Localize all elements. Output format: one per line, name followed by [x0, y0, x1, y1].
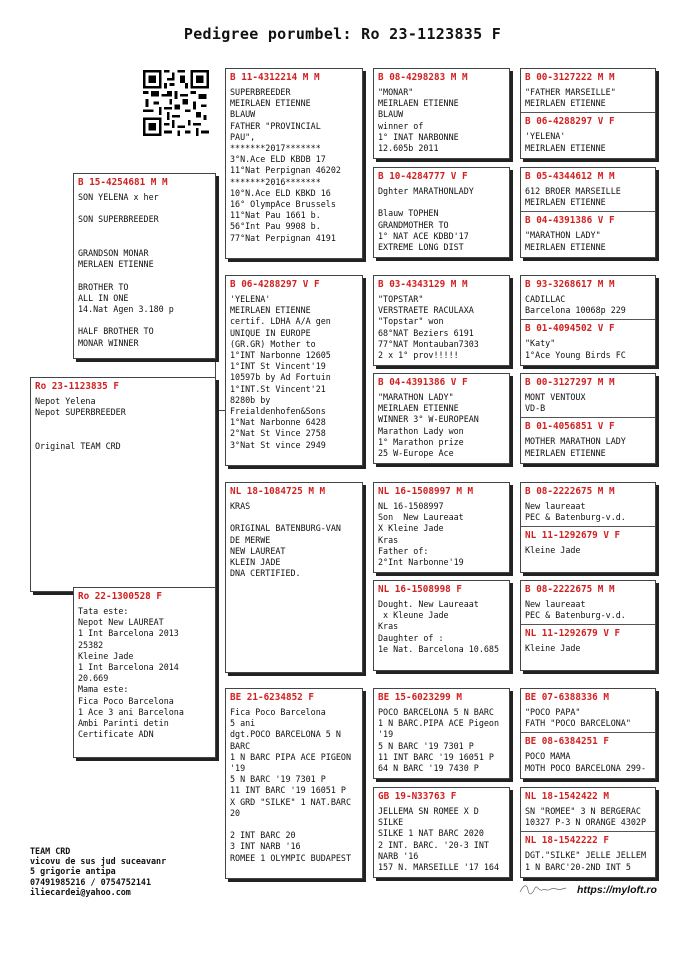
- pigeon-card-main: [30, 377, 216, 592]
- pigeon-notes: "MONAR" MEIRLAEN ETIENNE BLAUW winner of 1° INAT NARBONNE 12.605b 2011: [378, 87, 459, 154]
- pigeon-notes: MOTHER MARATHON LADY MEIRLAEN ETIENNE: [525, 436, 626, 458]
- pigeon-card-fm: [225, 275, 363, 466]
- ring-number: NL 18-1084725 M M: [230, 486, 326, 497]
- pigeon-notes: SUPERBREEDER MEIRLAEN ETIENNE BLAUW FATHER "PROVINCIAL PAU", *******2017******* 3°N.Ace ELD KBDB 17 11°Nat Perpignan 46202 *******2016******* 10°N.Ace ELD KBKD 16 16° OlympAce Brussels 11°Nat Pau 1661 b. 56°Int Pau 9908 b. 77°Nat Perpignan 4191: [230, 87, 341, 243]
- pigeon-card-mmf: [373, 688, 510, 779]
- pigeon-notes: Fica Poco Barcelona 5 ani dgt.POCO BARCELONA 5 N BARC 1 N BARC PIPA ACE PIGEON '19 5 N BARC '19 7301 P 11 INT BARC '19 16051 P X GRD "SILKE" 1 NAT.BARC 20 2 INT BARC 20 3 INT NARB '16 ROMEE 1 OLYMPIC BUDAPEST: [230, 707, 352, 863]
- ring-number: BE 07-6388336 M: [525, 692, 609, 703]
- pigeon-notes: Kleine Jade: [525, 545, 581, 556]
- pigeon-notes: SON YELENA x her SON SUPERBREEDER GRANDSON MONAR MERLAEN ETIENNE BROTHER TO ALL IN ONE 14.Nat Agen 3.180 p HALF BROTHER TO MONAR WINNER: [78, 192, 174, 348]
- qr-code: [143, 70, 209, 136]
- pigeon-card-fff: [373, 68, 510, 159]
- ring-number: BE 08-6384251 F: [525, 736, 609, 748]
- pigeon-card-pair-8: [520, 787, 656, 878]
- pigeon-notes: New laureaat PEC & Batenburg-v.d.: [525, 501, 626, 523]
- pigeon-notes: CADILLAC Barcelona 10068p 229: [525, 294, 626, 316]
- pigeon-notes: "FATHER MARSEILLE" MEIRLAEN ETIENNE: [525, 87, 616, 109]
- ring-number: B 05-4344612 M M: [525, 171, 615, 182]
- pigeon-card-pair-2: [520, 167, 656, 258]
- pigeon-notes: 'YELENA' MEIRLAEN ETIENNE: [525, 131, 606, 153]
- pigeon-card-pair-3: [520, 275, 656, 366]
- ring-number: NL 11-1292679 V F: [525, 628, 621, 640]
- pigeon-notes: "POCO PAPA" FATH "POCO BARCELONA": [525, 707, 631, 729]
- pigeon-card-father: [73, 173, 216, 359]
- website-link[interactable]: https://myloft.ro: [577, 884, 657, 896]
- ring-number: B 08-2222675 M M: [525, 486, 615, 497]
- pigeon-notes: JELLEMA SN ROMEE X D SILKE SILKE 1 NAT BARC 2020 2 INT. BARC. '20-3 INT NARB '16 157 N. MARSEILLE '17 164: [378, 806, 500, 873]
- pigeon-card-pair-5: [520, 482, 656, 573]
- pigeon-card-fmf: [373, 275, 510, 366]
- ring-number: BE 15-6023299 M: [378, 692, 462, 703]
- ring-number: B 06-4288297 V F: [230, 279, 320, 290]
- pigeon-notes: 'YELENA' MEIRLAEN ETIENNE certif. LDHA A/A gen UNIQUE IN EUROPE (GR.GR) Mother to 1°INT Narbonne 12605 1°INT St Vincent'19 10597b by Ad Fortuin 1°INT.St Vincent'21 8280b by Freialdenhofen&Sons 1°Nat Narbonne 6428 2°Nat St Vince 2758 3°Nat St vince 2949: [230, 294, 331, 450]
- pigeon-notes: Kleine Jade: [525, 643, 581, 654]
- page-title: Pedigree porumbel: Ro 23-1123835 F: [183, 25, 502, 43]
- ring-number: NL 11-1292679 V F: [525, 530, 621, 542]
- pigeon-notes: POCO MAMA MOTH POCO BARCELONA 299-: [525, 751, 647, 773]
- pigeon-card-mff: [373, 482, 510, 573]
- pigeon-card-pair-4: [520, 373, 656, 464]
- ring-number: B 08-2222675 M M: [525, 584, 615, 595]
- pigeon-notes: Dought. New Laureaat x Kleune Jade Kras Daughter of : 1e Nat. Barcelona 10.685: [378, 599, 500, 654]
- pigeon-card-mother: [73, 587, 216, 758]
- ring-number: Ro 23-1123835 F: [35, 381, 119, 392]
- pigeon-notes: "MARATHON LADY" MEIRLAEN ETIENNE WINNER 3° W-EUROPEAN Marathon Lady won 1° Marathon prize 25 W-Europe Ace: [378, 392, 479, 459]
- ring-number: BE 21-6234852 F: [230, 692, 314, 703]
- ring-number: B 03-4343129 M M: [378, 279, 468, 290]
- pigeon-notes: SN "ROMEE" 3 N BERGERAC 10327 P-3 N ORANGE 4302P: [525, 806, 647, 828]
- pigeon-card-pair-1: [520, 68, 656, 159]
- ring-number: Ro 22-1300528 F: [78, 591, 162, 602]
- pigeon-card-mmm: [373, 787, 510, 878]
- ring-number: B 04-4391386 V F: [378, 377, 468, 388]
- ring-number: B 08-4298283 M M: [378, 72, 468, 83]
- pigeon-card-mf: [225, 482, 363, 673]
- ring-number: B 15-4254681 M M: [78, 177, 168, 188]
- pigeon-notes: "TOPSTAR" VERSTRAETE RACULAXA "Topstar" won 68°NAT Beziers 6191 77°NAT Montauban7303 2 x 1° prov!!!!!: [378, 294, 479, 361]
- ring-number: B 00-3127297 M M: [525, 377, 615, 388]
- ring-number: B 00-3127222 M M: [525, 72, 615, 83]
- pigeon-notes: KRAS ORIGINAL BATENBURG-VAN DE MERWE NEW LAUREAT KLEIN JADE DNA CERTIFIED.: [230, 501, 341, 579]
- ring-number: GB 19-N33763 F: [378, 791, 457, 802]
- ring-number: B 06-4288297 V F: [525, 116, 615, 128]
- ring-number: B 01-4094502 V F: [525, 323, 615, 335]
- pigeon-card-ff: [225, 68, 363, 259]
- pigeon-notes: "MARATHON LADY" MEIRLAEN ETIENNE: [525, 230, 606, 252]
- pigeon-notes: MONT VENTOUX VD-B: [525, 392, 586, 414]
- ring-number: B 11-4312214 M M: [230, 72, 320, 83]
- ring-number: B 01-4056851 V F: [525, 421, 615, 433]
- ring-number: NL 16-1508998 F: [378, 584, 462, 595]
- pigeon-notes: DGT."SILKE" JELLE JELLEM 1 N BARC'20-2ND INT 5: [525, 850, 647, 872]
- pigeon-notes: 612 BROER MARSEILLE MEIRLAEN ETIENNE: [525, 186, 621, 208]
- pigeon-notes: Tata este: Nepot New LAUREAT 1 Int Barcelona 2013 25382 Kleine Jade 1 Int Barcelona 2014 20.669 Mama este: Fica Poco Barcelona 1 Ace 3 ani Barcelona Ambi Parinti detin Certificate ADN: [78, 606, 184, 740]
- connector-line: [215, 410, 225, 411]
- pigeon-notes: NL 16-1508997 Son New Laureaat X Kleine Jade Kras Father of: 2°Int Narbonne'19: [378, 501, 464, 568]
- ring-number: NL 18-1542222 F: [525, 835, 609, 847]
- pigeon-notes: POCO BARCELONA 5 N BARC 1 N BARC.PIPA ACE Pigeon '19 5 N BARC '19 7301 P 11 INT BARC '19 16051 P 64 N BARC '19 7430 P: [378, 707, 500, 774]
- ring-number: B 10-4284777 V F: [378, 171, 468, 182]
- pigeon-card-pair-7: [520, 688, 656, 779]
- ring-number: B 93-3268617 M M: [525, 279, 615, 290]
- pigeon-card-ffm: [373, 167, 510, 258]
- ring-number: NL 18-1542422 M: [525, 791, 609, 802]
- signature-icon: [518, 880, 568, 898]
- pigeon-card-mfm: [373, 580, 510, 671]
- pigeon-card-mm: [225, 688, 363, 879]
- ring-number: NL 16-1508997 M M: [378, 486, 474, 497]
- pigeon-notes: "Katy" 1°Ace Young Birds FC: [525, 338, 626, 360]
- pigeon-card-fmm: [373, 373, 510, 464]
- pigeon-notes: Dghter MARATHONLADY Blauw TOPHEN GRANDMOTHER TO 1° NAT ACE KDBD'17 EXTREME LONG DIST: [378, 186, 474, 253]
- pigeon-notes: Nepot Yelena Nepot SUPERBREEDER Original TEAM CRD: [35, 396, 126, 451]
- pigeon-notes: New laureaat PEC & Batenburg-v.d.: [525, 599, 626, 621]
- ring-number: B 04-4391386 V F: [525, 215, 615, 227]
- owner-contact-info: TEAM CRD vicovu de sus jud suceavanr 5 grigorie antipa 07491985216 / 0754752141 iliecardei@yahoo.com: [30, 846, 167, 897]
- pigeon-card-pair-6: [520, 580, 656, 671]
